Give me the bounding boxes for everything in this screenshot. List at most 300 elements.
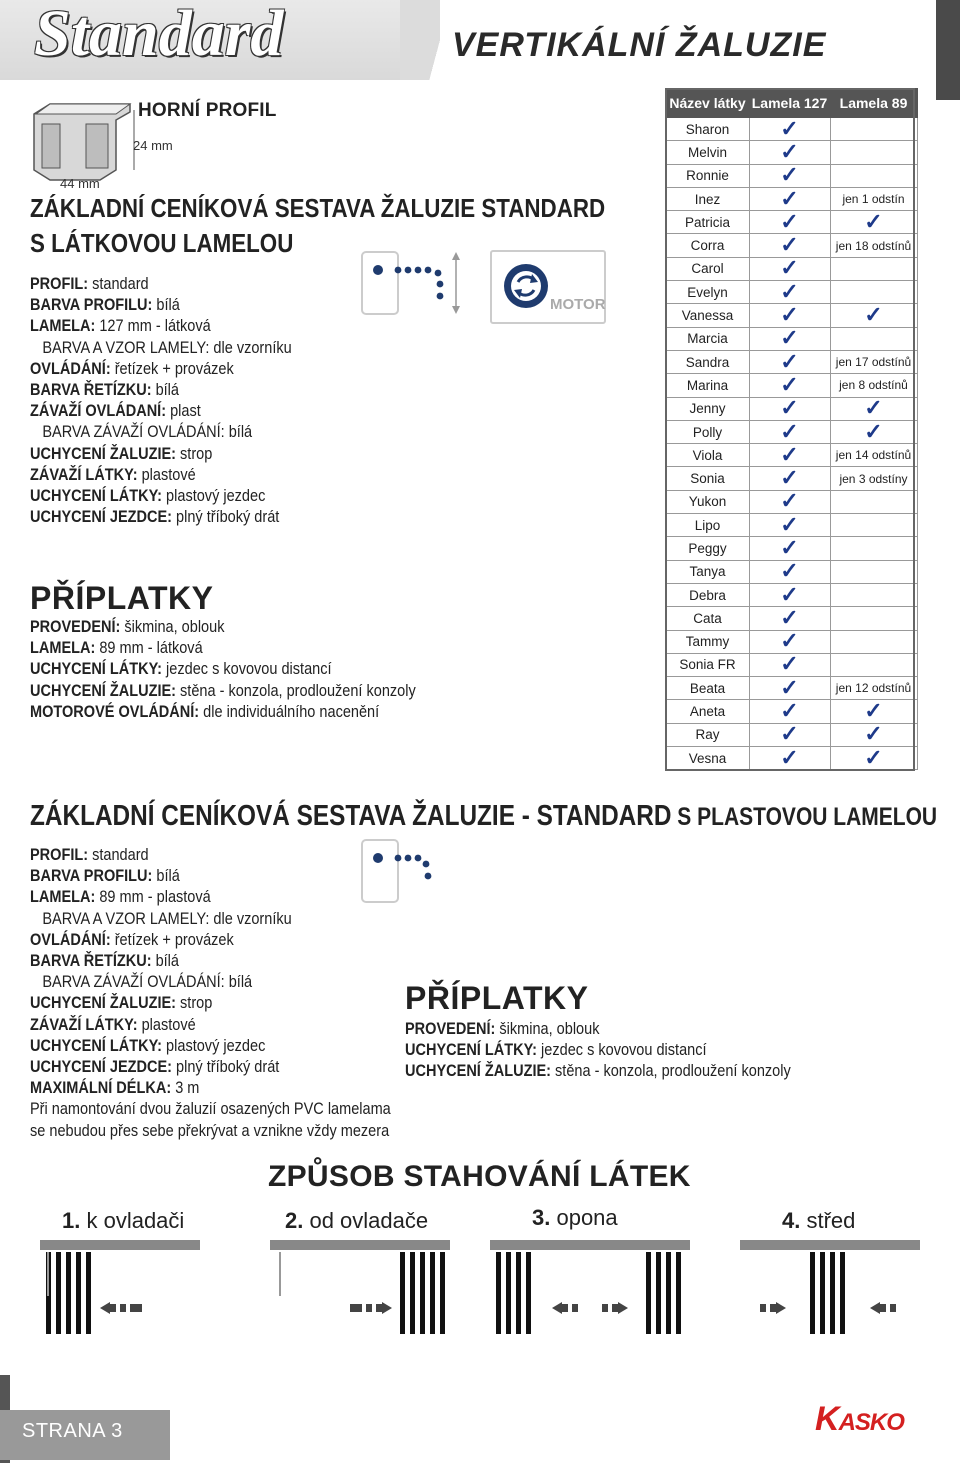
kasko-logo xyxy=(815,1400,904,1439)
table-row xyxy=(666,700,917,723)
header-accent-bar xyxy=(936,0,960,100)
fabric-spec-value: standard xyxy=(88,275,149,293)
check-icon: ✓ xyxy=(864,395,883,421)
fabric-name-cell xyxy=(666,211,749,234)
lamela-127-cell xyxy=(749,534,830,560)
fabric-name-cell-text: Sandra xyxy=(685,354,730,370)
table-row xyxy=(666,141,917,164)
plastic-spec-value: plastový jezdec xyxy=(162,1036,266,1055)
fabric-name-cell-text: Lipo xyxy=(694,517,721,533)
table-row xyxy=(666,117,917,141)
lamela-127-cell xyxy=(749,700,830,723)
fabric-name-cell-text: Corra xyxy=(690,238,725,254)
fabric-heading-line2: S LÁTKOVOU LAMELOU xyxy=(30,228,294,258)
lamela-89-cell xyxy=(830,397,917,420)
fabric-name-cell xyxy=(666,304,749,327)
check-icon: ✓ xyxy=(780,278,799,304)
fabric-name-cell xyxy=(666,374,749,397)
lamela-89-cell xyxy=(830,514,917,537)
fabric-extra-item xyxy=(30,659,416,680)
plastic-heading-main: ZÁKLADNÍ CENÍKOVÁ SESTAVA ŽALUZIE - STANDARD xyxy=(30,800,672,832)
check-icon: ✓ xyxy=(780,581,799,607)
lamela-127-cell xyxy=(749,511,830,537)
stacking-diagram-2 xyxy=(270,1240,450,1340)
plastic-spec-label: BARVA ŘETÍZKU: xyxy=(30,952,152,971)
plastic-specs-list xyxy=(30,845,391,1142)
lamela-127-cell xyxy=(749,278,830,304)
fabric-name-cell xyxy=(666,327,749,350)
lamela-127-cell xyxy=(749,723,830,746)
table-row xyxy=(666,187,917,210)
lamela-89-cell xyxy=(830,630,917,653)
check-icon: ✓ xyxy=(780,604,799,630)
lamela-89-cell xyxy=(830,374,917,397)
stacking-option-1-num: 1. xyxy=(62,1208,81,1233)
check-icon: ✓ xyxy=(780,185,799,211)
plastic-extras-list xyxy=(405,1019,791,1083)
plastic-spec-item xyxy=(30,1036,391,1057)
page-number: STRANA 3 xyxy=(22,1420,123,1442)
table-row xyxy=(666,490,917,513)
fabric-name-cell-text: Evelyn xyxy=(687,284,728,300)
lamela-89-cell xyxy=(830,281,917,304)
lamela-127-cell xyxy=(749,327,830,350)
plastic-spec-item xyxy=(30,930,391,951)
lamela-127-cell xyxy=(749,350,830,373)
stacking-heading: ZPŮSOB STAHOVÁNÍ LÁTEK xyxy=(268,1160,691,1193)
fabric-name-cell-text: Jenny xyxy=(689,401,726,417)
check-icon: ✓ xyxy=(780,441,799,467)
lamela-89-cell xyxy=(830,444,917,467)
fabric-name-cell xyxy=(666,677,749,700)
fabric-name-cell-text: Beata xyxy=(689,680,726,696)
plastic-heading-suffix: S PLASTOVOU LAMELOU xyxy=(671,803,938,831)
stacking-option-1 xyxy=(62,1208,184,1234)
fabric-name-cell-text: Marcia xyxy=(687,331,728,347)
fabric-name-cell-text: Carol xyxy=(691,261,724,277)
table-row xyxy=(666,583,917,606)
plastic-extra-label: UCHYCENÍ LÁTKY: xyxy=(405,1041,538,1060)
fabric-name-cell xyxy=(666,583,749,606)
lamela-127-cell xyxy=(749,371,830,397)
fabric-name-cell xyxy=(666,747,749,770)
stacking-option-2-num: 2. xyxy=(285,1208,304,1233)
fabric-spec-value: 127 mm - látková xyxy=(95,317,211,336)
check-icon: ✓ xyxy=(780,325,799,351)
fabric-spec-value: plastový jezdec xyxy=(162,487,266,506)
logo-rest: ASKO xyxy=(838,1409,904,1436)
check-icon: ✓ xyxy=(780,558,799,584)
fabric-spec-label: UCHYCENÍ LÁTKY: xyxy=(30,487,163,506)
check-icon: ✓ xyxy=(780,721,799,747)
lamela-89-cell xyxy=(830,117,917,141)
lamela-89-cell xyxy=(830,537,917,560)
fabric-name-cell-text: Vanessa xyxy=(681,308,734,324)
check-icon: ✓ xyxy=(780,371,799,397)
fabric-spec-item xyxy=(30,380,292,401)
lamela-89-cell xyxy=(830,234,917,257)
lamela-89-cell xyxy=(830,677,917,700)
lamela-127-cell xyxy=(749,490,830,513)
stacking-option-1-label: k ovladači xyxy=(80,1208,185,1233)
fabric-spec-value: plastové xyxy=(137,465,196,484)
fabric-name-cell xyxy=(666,607,749,630)
check-icon: ✓ xyxy=(864,698,883,724)
stacking-option-4 xyxy=(782,1208,855,1234)
fabric-name-cell xyxy=(666,281,749,304)
lamela-89-cell xyxy=(830,467,917,490)
profile-height-label: 24 mm xyxy=(133,138,173,153)
lamela-89-cell-text: jen 8 odstínů xyxy=(839,378,908,393)
check-icon: ✓ xyxy=(780,208,799,234)
table-row xyxy=(666,397,917,420)
check-icon: ✓ xyxy=(780,674,799,700)
table-row xyxy=(666,747,917,770)
plastic-spec-value: 89 mm - plastová xyxy=(95,888,211,907)
table-row xyxy=(666,607,917,630)
motor-label: MOTOR xyxy=(550,296,606,313)
table-row xyxy=(666,444,917,467)
fabric-name-cell xyxy=(666,234,749,257)
lamela-89-cell-text: jen 14 odstínů xyxy=(835,448,912,463)
table-header-row xyxy=(666,89,917,117)
fabric-spec-item xyxy=(30,507,292,528)
fabric-spec-label: BARVA ŘETÍZKU: xyxy=(30,381,152,400)
fabric-extra-label: UCHYCENÍ ŽALUZIE: xyxy=(30,681,177,700)
plastic-extra-label: UCHYCENÍ ŽALUZIE: xyxy=(405,1062,552,1081)
lamela-89-cell xyxy=(830,653,917,676)
lamela-89-cell xyxy=(830,327,917,350)
lamela-89-cell xyxy=(830,208,917,234)
motor-icon-box xyxy=(490,250,606,324)
fabric-spec-item xyxy=(30,295,292,316)
plastic-spec-value: standard xyxy=(88,846,149,864)
check-icon: ✓ xyxy=(864,744,883,770)
fabric-name-cell-text: Cata xyxy=(693,610,722,626)
fabric-spec-value: bílá xyxy=(151,381,179,400)
fabric-name-cell-text: Sonia FR xyxy=(679,657,736,673)
fabric-name-cell-text: Vesna xyxy=(688,750,727,766)
fabric-name-cell xyxy=(666,257,749,280)
lamela-127-cell xyxy=(749,560,830,583)
fabric-name-cell-text: Tammy xyxy=(685,634,730,650)
plastic-spec-value: Při namontování dvou žaluzií osazených PVC lamelama xyxy=(30,1100,391,1119)
fabric-name-cell xyxy=(666,700,749,723)
fabric-spec-label: UCHYCENÍ ŽALUZIE: xyxy=(30,444,177,463)
lamela-89-cell xyxy=(830,560,917,583)
fabric-spec-item xyxy=(30,316,292,337)
fabric-spec-value: plný tříboký drát xyxy=(171,508,280,527)
stacking-option-2 xyxy=(285,1208,428,1234)
check-icon: ✓ xyxy=(780,418,799,444)
stacking-diagram-1 xyxy=(40,1240,200,1340)
table-row xyxy=(666,374,917,397)
lamela-89-cell xyxy=(830,164,917,187)
fabric-name-cell-text: Debra xyxy=(689,587,726,603)
plastic-extra-value: jezdec s kovovou distancí xyxy=(537,1041,707,1060)
fabric-name-cell-text: Viola xyxy=(692,447,723,463)
lamela-127-cell xyxy=(749,164,830,187)
lamela-89-cell xyxy=(830,607,917,630)
fabric-name-cell-text: Marina xyxy=(686,377,729,393)
fabric-name-cell-text: Yukon xyxy=(688,494,727,510)
fabric-extra-item xyxy=(30,617,416,638)
check-icon: ✓ xyxy=(780,348,799,374)
check-icon: ✓ xyxy=(864,418,883,444)
lamela-127-cell xyxy=(749,744,830,770)
lamela-127-cell xyxy=(749,583,830,606)
fabric-spec-label: ZÁVAŽÍ OVLÁDANÍ: xyxy=(30,402,167,421)
fabric-name-cell xyxy=(666,164,749,187)
stacking-option-3 xyxy=(532,1205,618,1231)
plastic-spec-label: OVLÁDÁNÍ: xyxy=(30,930,111,949)
plastic-spec-label: UCHYCENÍ LÁTKY: xyxy=(30,1036,163,1055)
fabric-name-cell xyxy=(666,420,749,443)
plastic-spec-label: MAXIMÁLNÍ DÉLKA: xyxy=(30,1079,172,1098)
lamela-89-cell xyxy=(830,257,917,280)
table-row xyxy=(666,164,917,187)
table-row xyxy=(666,630,917,653)
plastic-spec-value: bílá xyxy=(151,952,179,971)
fabric-specs-list xyxy=(30,274,292,528)
lamela-89-cell-text: jen 12 odstínů xyxy=(835,681,912,696)
fabric-extras-heading: PŘÍPLATKY xyxy=(30,580,214,616)
plastic-spec-value: plný tříboký drát xyxy=(171,1058,280,1077)
stacking-option-3-num: 3. xyxy=(532,1205,551,1230)
plastic-spec-item xyxy=(30,951,391,972)
chain-control-icon xyxy=(358,248,468,318)
plastic-extra-value: stěna - konzola, prodloužení konzoly xyxy=(551,1062,791,1081)
check-icon: ✓ xyxy=(780,465,799,491)
fabric-name-cell-text: Aneta xyxy=(689,704,726,720)
stacking-diagram-4 xyxy=(740,1240,920,1340)
fabric-spec-item xyxy=(30,486,292,507)
fabric-extras-list xyxy=(30,617,416,723)
fabric-name-cell-text: Sonia xyxy=(690,471,725,487)
stacking-diagram-3 xyxy=(490,1240,690,1340)
check-icon: ✓ xyxy=(780,232,799,258)
plastic-extra-label: PROVEDENÍ: xyxy=(405,1020,496,1038)
table-row xyxy=(666,350,917,373)
plastic-spec-item xyxy=(30,1078,391,1099)
fabric-extra-label: LAMELA: xyxy=(30,639,96,658)
fabric-spec-item xyxy=(30,359,292,380)
check-icon: ✓ xyxy=(780,162,799,188)
fabric-spec-label: BARVA PROFILU: xyxy=(30,296,153,315)
fabric-name-cell xyxy=(666,537,749,560)
fabric-extra-label: UCHYCENÍ LÁTKY: xyxy=(30,660,163,679)
check-icon: ✓ xyxy=(780,628,799,654)
lamela-89-cell xyxy=(830,700,917,723)
plastic-heading xyxy=(30,800,937,833)
table-row xyxy=(666,281,917,304)
plastic-spec-value: bílá xyxy=(152,867,180,886)
plastic-spec-item xyxy=(30,909,391,930)
lamela-89-cell xyxy=(830,187,917,210)
check-icon: ✓ xyxy=(780,488,799,514)
fabric-spec-item xyxy=(30,465,292,486)
lamela-127-cell xyxy=(749,674,830,700)
document-title: VERTIKÁLNÍ ŽALUZIE xyxy=(452,26,827,64)
plastic-spec-label: UCHYCENÍ ŽALUZIE: xyxy=(30,994,177,1013)
fabric-extra-label: PROVEDENÍ: xyxy=(30,618,121,636)
check-icon: ✓ xyxy=(780,651,799,677)
stacking-option-3-label: opona xyxy=(550,1205,618,1230)
lamela-89-cell xyxy=(830,583,917,606)
check-icon: ✓ xyxy=(780,395,799,421)
table-row xyxy=(666,677,917,700)
plastic-spec-item xyxy=(30,866,391,887)
check-icon: ✓ xyxy=(864,302,883,328)
plastic-spec-label: PROFIL: xyxy=(30,846,89,864)
plastic-spec-item xyxy=(30,993,391,1014)
table-row xyxy=(666,560,917,583)
lamela-89-cell-text: jen 3 odstíny xyxy=(839,471,908,486)
plastic-spec-value: BARVA ZÁVAŽÍ OVLÁDÁNÍ: bílá xyxy=(42,973,253,992)
fabric-name-cell-text: Ray xyxy=(695,727,720,743)
fabric-extra-value: jezdec s kovovou distancí xyxy=(162,660,332,679)
lamela-127-cell xyxy=(749,234,830,257)
fabric-spec-item xyxy=(30,444,292,465)
fabric-name-cell xyxy=(666,653,749,676)
lamela-127-cell xyxy=(749,304,830,327)
check-icon: ✓ xyxy=(780,511,799,537)
fabric-name-cell xyxy=(666,514,749,537)
lamela-127-cell xyxy=(749,187,830,210)
logo-letter-k: K xyxy=(815,1400,839,1438)
plastic-spec-item xyxy=(30,887,391,908)
lamela-127-cell xyxy=(749,208,830,234)
plastic-extra-item xyxy=(405,1040,791,1061)
fabric-name-cell xyxy=(666,117,749,141)
fabric-spec-value: strop xyxy=(176,444,213,463)
check-icon: ✓ xyxy=(864,721,883,747)
fabric-name-cell xyxy=(666,141,749,164)
lamela-127-cell xyxy=(749,653,830,676)
lamela-89-cell xyxy=(830,350,917,373)
fabric-name-cell-text: Peggy xyxy=(688,540,727,556)
fabric-extra-item xyxy=(30,638,416,659)
lamela-127-cell xyxy=(749,117,830,141)
fabric-name-cell-text: Sharon xyxy=(685,121,730,137)
table-row xyxy=(666,467,917,490)
check-icon: ✓ xyxy=(780,255,799,281)
table-row xyxy=(666,514,917,537)
fabric-spec-value: BARVA ZÁVAŽÍ OVLÁDÁNÍ: bílá xyxy=(42,423,253,442)
plastic-extra-item xyxy=(405,1019,791,1040)
table-row xyxy=(666,537,917,560)
plastic-spec-item xyxy=(30,1057,391,1078)
fabric-name-cell xyxy=(666,630,749,653)
fabric-extra-value: 89 mm - látková xyxy=(95,639,203,658)
plastic-spec-label: LAMELA: xyxy=(30,888,96,907)
fabric-spec-item xyxy=(30,401,292,422)
plastic-spec-item xyxy=(30,1015,391,1036)
chain-control-icon-small xyxy=(358,836,458,906)
plastic-spec-value: řetízek + provázek xyxy=(110,930,234,949)
fabric-extra-item xyxy=(30,681,416,702)
fabric-extra-item xyxy=(30,702,416,723)
plastic-spec-label: ZÁVAŽÍ LÁTKY: xyxy=(30,1015,138,1034)
plastic-spec-value: se nebudou přes sebe překrývat a vznikne vždy mezera xyxy=(30,1121,390,1140)
fabric-name-cell-text: Inez xyxy=(694,191,721,207)
fabric-extra-value: stěna - konzola, prodloužení konzoly xyxy=(176,681,416,700)
fabric-spec-label: ZÁVAŽÍ LÁTKY: xyxy=(30,465,138,484)
lamela-89-cell xyxy=(830,744,917,770)
plastic-spec-value: BARVA A VZOR LAMELY: dle vzorníku xyxy=(42,909,292,928)
stacking-option-2-label: od ovladače xyxy=(303,1208,429,1233)
fabric-spec-label: PROFIL: xyxy=(30,275,89,293)
lamela-127-cell xyxy=(749,138,830,164)
col-header-lamela-127: Lamela 127 xyxy=(749,89,830,117)
fabric-spec-item xyxy=(30,338,292,359)
check-icon: ✓ xyxy=(780,138,799,164)
lamela-127-cell xyxy=(749,441,830,467)
table-row xyxy=(666,257,917,280)
fabric-name-cell xyxy=(666,187,749,210)
fabric-name-cell xyxy=(666,444,749,467)
fabric-name-cell xyxy=(666,560,749,583)
fabric-spec-label: LAMELA: xyxy=(30,317,96,336)
lamela-89-cell xyxy=(830,141,917,164)
lamela-89-cell xyxy=(830,420,917,443)
fabric-extra-value: dle individuálního nacenění xyxy=(199,702,380,721)
fabric-name-cell-text: Melvin xyxy=(687,144,727,160)
fabric-extra-label: MOTOROVÉ OVLÁDÁNÍ: xyxy=(30,702,200,721)
lamela-127-cell xyxy=(749,420,830,443)
table-row xyxy=(666,211,917,234)
fabric-spec-value: plast xyxy=(166,402,201,421)
lamela-89-cell-text: jen 17 odstínů xyxy=(835,355,912,370)
plastic-spec-value: 3 m xyxy=(171,1079,200,1098)
stacking-option-4-label: střed xyxy=(800,1208,856,1233)
plastic-spec-item xyxy=(30,1121,391,1142)
plastic-spec-item xyxy=(30,972,391,993)
fabric-spec-label: UCHYCENÍ JEZDCE: xyxy=(30,508,172,527)
lamela-89-cell xyxy=(830,723,917,746)
check-icon: ✓ xyxy=(864,208,883,234)
plastic-spec-item xyxy=(30,1099,391,1120)
table-row xyxy=(666,653,917,676)
fabric-spec-item xyxy=(30,422,292,443)
fabric-name-cell xyxy=(666,490,749,513)
lamela-127-cell xyxy=(749,630,830,653)
plastic-extra-value: šikmina, oblouk xyxy=(495,1020,600,1038)
table-row xyxy=(666,723,917,746)
lamela-127-cell xyxy=(749,467,830,490)
lamela-89-cell xyxy=(830,304,917,327)
check-icon: ✓ xyxy=(780,115,799,141)
plastic-spec-item xyxy=(30,845,391,866)
profile-width-label: 44 mm xyxy=(60,176,100,191)
fabric-table xyxy=(665,88,918,770)
plastic-spec-value: strop xyxy=(176,994,213,1013)
fabric-name-cell xyxy=(666,467,749,490)
lamela-127-cell xyxy=(749,604,830,630)
fabric-name-cell xyxy=(666,397,749,420)
check-icon: ✓ xyxy=(780,302,799,328)
fabric-spec-label: OVLÁDÁNÍ: xyxy=(30,359,111,378)
plastic-extra-item xyxy=(405,1061,791,1082)
check-icon: ✓ xyxy=(780,744,799,770)
table-row xyxy=(666,234,917,257)
fabric-extra-value: šikmina, oblouk xyxy=(120,618,225,636)
stacking-option-4-num: 4. xyxy=(782,1208,801,1233)
table-row xyxy=(666,327,917,350)
fabric-name-cell xyxy=(666,350,749,373)
table-row xyxy=(666,304,917,327)
table-row xyxy=(666,420,917,443)
